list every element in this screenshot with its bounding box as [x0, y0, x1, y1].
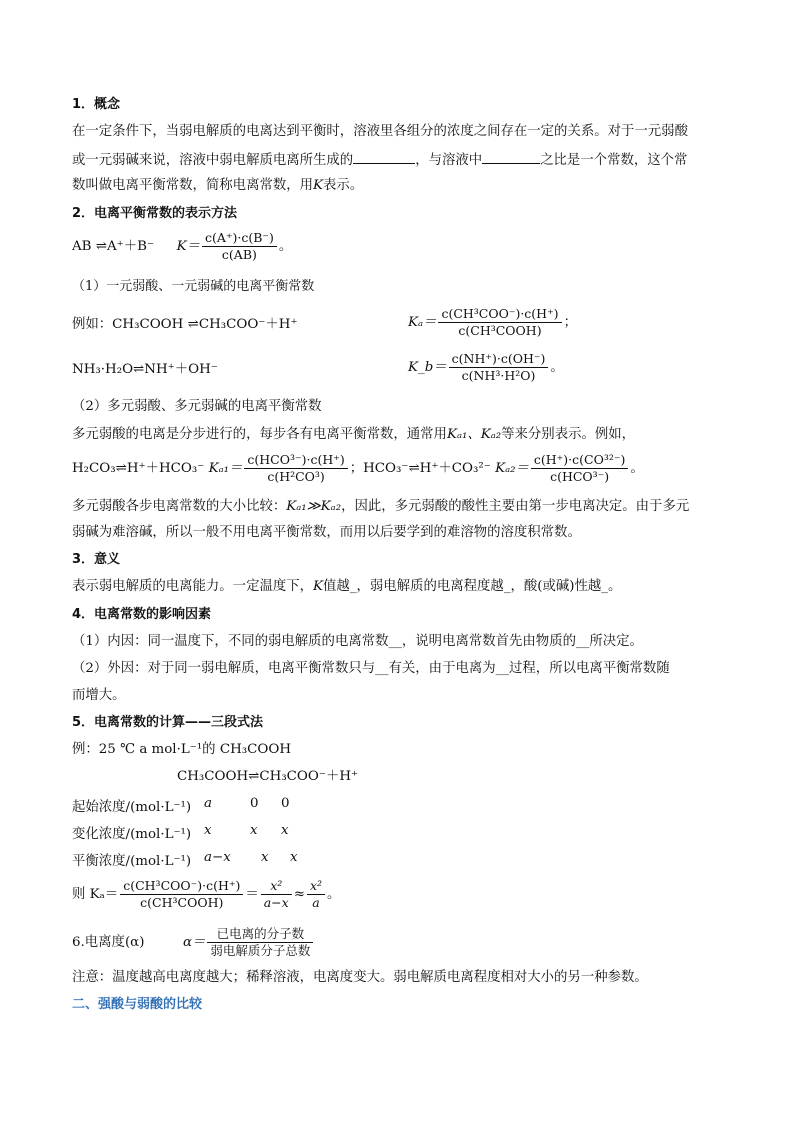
- compare-line1: [72, 498, 689, 516]
- numerator: c(A⁺)·c(B⁻): [202, 230, 277, 247]
- k-label: K＝: [176, 239, 200, 254]
- s1-text: 表示。: [323, 178, 364, 193]
- numerator: c(HCO³⁻)·c(H⁺): [244, 452, 347, 469]
- k-symbol: K: [313, 178, 324, 193]
- denominator: 弱电解质分子总数: [210, 943, 311, 958]
- ka2-fraction: [531, 452, 628, 485]
- punct: 。: [630, 461, 644, 476]
- text: 多元弱酸的电离是分步进行的，每步各有电离平衡常数，通常用: [72, 427, 447, 442]
- carbonic-acid-line: [72, 452, 644, 485]
- denominator: c(HCO³⁻): [550, 469, 610, 484]
- text: 则 Kₐ＝: [72, 887, 119, 902]
- punct: 。: [550, 360, 564, 375]
- s4-external: （2）外因：对于同一弱电解质，电离平衡常数只与__有关，由于电离为__过程，所以电离平衡常数随: [72, 661, 670, 676]
- s1-paragraph-line2: [72, 150, 687, 170]
- equals: ＝: [245, 887, 259, 902]
- section-6-title: 6.电离度(α): [72, 935, 145, 950]
- text: 多元弱酸各步电离常数的大小比较：: [72, 499, 287, 514]
- ka-result: [72, 878, 340, 911]
- ka-fraction: [120, 878, 243, 911]
- row-start-label: 起始浓度/(mol·L⁻¹): [72, 800, 192, 815]
- kb-expression: [408, 351, 564, 384]
- row-equil-c1: a−x: [204, 850, 231, 865]
- denominator: a: [312, 895, 320, 910]
- numerator: c(CH³COO⁻)·c(H⁺): [438, 306, 561, 323]
- x2-over-a: [307, 878, 325, 911]
- section-5-title: 5．电离常数的计算——三段式法: [72, 715, 264, 730]
- example-2: NH₃·H₂O⇌NH⁺＋OH⁻: [72, 362, 218, 377]
- s1-text: 之比是一个常数，这个常: [540, 153, 688, 168]
- ka-compare: Kₐ₁≫Kₐ₂: [286, 499, 342, 514]
- denominator: c(AB): [221, 247, 257, 262]
- text: 等来分别表示。例如，: [501, 427, 636, 442]
- ka-fraction: [438, 306, 561, 339]
- row-equil-c2: x: [261, 850, 269, 865]
- punct: ；: [563, 315, 577, 330]
- s1-text: 或一元弱碱来说，溶液中弱电解质电离所生成的: [72, 153, 354, 168]
- denominator: a−x: [263, 895, 289, 910]
- row-change-c3: x: [281, 823, 289, 838]
- ab-fraction: [202, 230, 277, 263]
- row-start-c3: 0: [281, 796, 290, 811]
- punct: 。: [327, 887, 341, 902]
- text: ，因此，多元弱酸的酸性主要由第一步电离决定。由于多元: [341, 499, 690, 514]
- row-start-c2: 0: [250, 796, 259, 811]
- numerator: x²: [307, 878, 325, 895]
- example-1: 例如：CH₃COOH ⇌CH₃COO⁻＋H⁺: [72, 317, 298, 332]
- s6-note: 注意：温度越高电离度越大；稀释溶液，电离度变大。弱电解质电离程度相对大小的另一种参数。: [72, 970, 648, 985]
- row-equil-label: 平衡浓度/(mol·L⁻¹): [72, 854, 192, 869]
- numerator: x²: [261, 878, 292, 895]
- kb-label: K_b＝: [408, 360, 447, 375]
- kb-fraction: [449, 351, 549, 384]
- punct: 。: [278, 239, 293, 254]
- s3-paragraph: [72, 578, 621, 596]
- text: 值越_，弱电解质的电离程度越_，酸(或碱)性越_。: [323, 579, 622, 594]
- s5-equation: CH₃COOH⇌CH₃COO⁻＋H⁺: [177, 769, 359, 784]
- s1-paragraph-line3: [72, 177, 363, 195]
- numerator: 已电离的分子数: [207, 926, 313, 943]
- fill-blank: [353, 150, 415, 164]
- ka2-label: Kₐ₂＝: [495, 461, 529, 476]
- subsection-1-title: （1）一元弱酸、一元弱碱的电离平衡常数: [72, 279, 315, 294]
- subsection-2-title: （2）多元弱酸、多元弱碱的电离平衡常数: [72, 399, 322, 414]
- section-3-title: 3．意义: [72, 552, 121, 567]
- section-1-title: 1．概念: [72, 97, 121, 112]
- ka-expression: [408, 306, 577, 339]
- ionization-degree: [72, 926, 315, 959]
- row-change-label: 变化浓度/(mol·L⁻¹): [72, 827, 192, 842]
- row-start-c1: a: [204, 796, 212, 811]
- ab-equilibrium: [72, 230, 292, 263]
- multi-acid-paragraph: [72, 426, 635, 444]
- denominator: c(CH³COOH): [458, 323, 542, 338]
- equation: H₂CO₃⇌H⁺＋HCO₃⁻: [72, 461, 205, 476]
- k-symbol: K: [313, 579, 324, 594]
- approx: ≈: [293, 887, 305, 902]
- row-change-c1: x: [204, 823, 212, 838]
- s4-internal: （1）内因：同一温度下，不同的弱电解质的电离常数__，说明电离常数首先由物质的__所决定。: [72, 634, 643, 649]
- s1-text: 数叫做电离平衡常数，简称电离常数，用: [72, 178, 314, 193]
- alpha-label: α＝: [182, 935, 206, 950]
- s1-paragraph-line1: 在一定条件下，当弱电解质的电离达到平衡时，溶液里各组分的浓度之间存在一定的关系。对于一元弱酸: [72, 124, 688, 139]
- numerator: c(NH⁺)·c(OH⁻): [449, 351, 549, 368]
- equation: ；HCO₃⁻⇌H⁺＋CO₃²⁻: [349, 461, 491, 476]
- text: 表示弱电解质的电离能力。一定温度下，: [72, 579, 314, 594]
- numerator: c(H⁺)·c(CO³²⁻): [531, 452, 628, 469]
- denominator: c(H²CO³): [267, 469, 325, 484]
- ka-symbols: Kₐ₁、Kₐ₂: [446, 427, 502, 442]
- compare-line2: 弱碱为难溶碱，所以一般不用电离平衡常数，而用以后要学到的难溶物的溶度积常数。: [72, 525, 581, 540]
- section-4-title: 4．电离常数的影响因素: [72, 607, 212, 622]
- alpha-fraction: [207, 926, 313, 959]
- ka-label: Kₐ＝: [408, 315, 437, 330]
- row-change-c2: x: [250, 823, 258, 838]
- s4-external-cont: 而增大。: [72, 688, 126, 703]
- section-2-heading: 二、强酸与弱酸的比较: [72, 997, 203, 1012]
- numerator: c(CH³COO⁻)·c(H⁺): [120, 878, 243, 895]
- x2-over-a-minus-x: [261, 878, 292, 911]
- ka1-label: Kₐ₁＝: [208, 461, 243, 476]
- section-2-title: 2．电离平衡常数的表示方法: [72, 206, 238, 221]
- ka1-fraction: [244, 452, 347, 485]
- equation: AB ⇌A⁺＋B⁻: [72, 239, 155, 254]
- s5-example: 例：25 ℃ a mol·L⁻¹的 CH₃COOH: [72, 742, 291, 757]
- s1-text: ，与溶液中: [415, 153, 483, 168]
- fill-blank: [482, 150, 540, 164]
- row-equil-c3: x: [290, 850, 298, 865]
- denominator: c(NH³·H²O): [461, 368, 536, 383]
- denominator: c(CH³COOH): [140, 895, 224, 910]
